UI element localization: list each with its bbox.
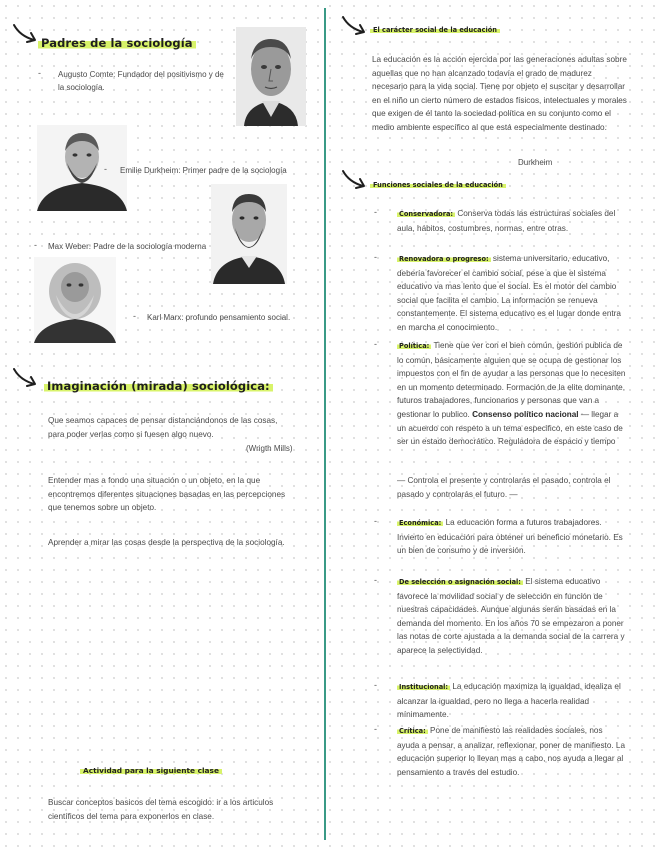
quote-author: (Wrigth Mills) (246, 444, 293, 453)
keyword: De selección o asignación social: (399, 578, 521, 586)
curved-arrow-icon (341, 168, 367, 192)
caracter-title: El carácter social de la educación (370, 26, 500, 34)
funcion-conservadora: Conservadora: Conserva todas las estructuras sociales del aula, hábitos, costumbres, normas, entre otras. (397, 209, 616, 233)
bullet: - (34, 240, 37, 250)
marx-text: Karl Marx: profundo pensamiento social. (147, 313, 291, 322)
curved-arrow-icon (341, 14, 367, 38)
bullet: - (374, 575, 377, 585)
keyword: Conservadora: (399, 210, 454, 218)
funcion-institucional: Institucional: La educación maximiza la igualdad, idealiza el alcanzar la igualdad, pero no llega a hacerla realidad mínimamente. (397, 682, 621, 720)
bullet: - (374, 207, 377, 217)
caracter-text: La educación es la acción ejercida por las generaciones adultas sobre aquellas que no han alcanzado todavía el grado de madurez necesario para la vida social. Tiene por objeto el suscitar y desarrollar en el niño un cierto número de estados físicos, intelectuales y morales que exigen de él tanto la sociedad política en su conjunto como el medio ambiente específico al que está especialmente destinado. (372, 55, 627, 132)
curved-arrow-icon (12, 366, 38, 390)
weber-portrait (211, 184, 287, 284)
politica-quote: — Controla el presente y controlarás el pasado, controla el pasado y controlarás el futuro. — (397, 476, 611, 499)
bullet: - (374, 516, 377, 526)
quote-text: Que seamos capaces de pensar distanciándonos de las cosas, para poder verlas como si fuesen algo nuevo. (48, 416, 278, 439)
funcion-politica: Política: Tiene que ver con el bien común, gestión publica de lo común, básicamente alguien que se ocupa de gestionar los impuestos con el fin de ayudar a las personas que lo necesiten en un momento determinado. Formación de la elite dominante, futuros trabajadores, funcionarios y personas que van a gestionar lo publico. Consenso político nacional — llegar a un acuerdo con respeto a un tema especifico, en este caso de ser un estado democrático. Reguladora de espacio y tiempo (397, 341, 626, 447)
actividad-title: Actividad para la siguiente clase (80, 766, 222, 775)
funciones-title: Funciones sociales de la educación (370, 181, 506, 189)
bullet: - (374, 724, 377, 734)
caracter-author: Durkheim (518, 158, 553, 167)
bullet: - (38, 68, 41, 78)
curved-arrow-icon (12, 22, 38, 46)
bullet: - (374, 339, 377, 349)
funcion-critica: Crítica: Pone de manifiesto las realidades sociales, nos ayuda a pensar, a analizar, reflexionar, poner de manifiesto. La educación superior lo llevan mas a cabo, nos ayuda a llegar al pensamiento a través del estudio. (397, 726, 626, 777)
bullet: - (104, 164, 107, 174)
keyword: Política: (399, 342, 430, 350)
funcion-economica: Económica: La educación forma a futuros trabajadores. Invierto en educación para obtener un beneficio monetario. Es un bien de consumo y de inversión. (397, 518, 623, 556)
comte-portrait (236, 27, 306, 126)
funcion-renovadora: Renovadora o progreso: sistema universitario, educativo, debería favorecer el cambio social, pese a que el sistema educativo va mas lento que el social. Es el motor del cambio social que facilita el cambio. La información se renueva constantemente. El sistema educativo es el lugar donde entra en marcha el conocimiento. (397, 254, 621, 332)
keyword: Institucional: (399, 683, 449, 691)
bullet: - (374, 252, 377, 262)
keyword: Crítica: (399, 727, 426, 735)
paragraph-1: Entender mas a fondo una situación o un objeto, en la que encontremos diferentes situaciones basadas en las percepciones que tenemos sobre un objeto. (48, 476, 286, 513)
keyword: Renovadora o progreso: (399, 255, 489, 263)
bullet: - (133, 311, 136, 321)
weber-text: Max Weber: Padre de la sociología moderna (48, 242, 207, 251)
paragraph-2: Aprender a mirar las cosas desde la perspectiva de la sociología. (48, 538, 285, 547)
padres-title: Padres de la sociología (38, 36, 196, 50)
bullet: - (374, 680, 377, 690)
comte-text: Augusto Comte: Fundador del positivismo y de la sociología. (58, 70, 224, 93)
marx-portrait (34, 257, 116, 343)
column-divider (324, 8, 326, 840)
keyword: Económica: (399, 519, 442, 527)
imaginacion-title: Imaginación (mirada) sociológica: (44, 379, 273, 393)
funcion-seleccion: De selección o asignación social: El sistema educativo favorece la movilidad social y de selección en función de nuestras capacidades. Aunque algunas serán basadas en la demanda del momento. En los años 70 se empezaron a poner las notas de corte ajustada a la demanda social de la carrera y aparece la selectividad. (397, 577, 625, 655)
actividad-text: Buscar conceptos basicos del tema escogido: ir a los articulos científicos del tema para exponerlos en clase. (48, 798, 274, 821)
durkheim-portrait (37, 125, 127, 211)
durkheim-text: Emilie Durkheim: Primer padre de la sociología (120, 166, 287, 175)
